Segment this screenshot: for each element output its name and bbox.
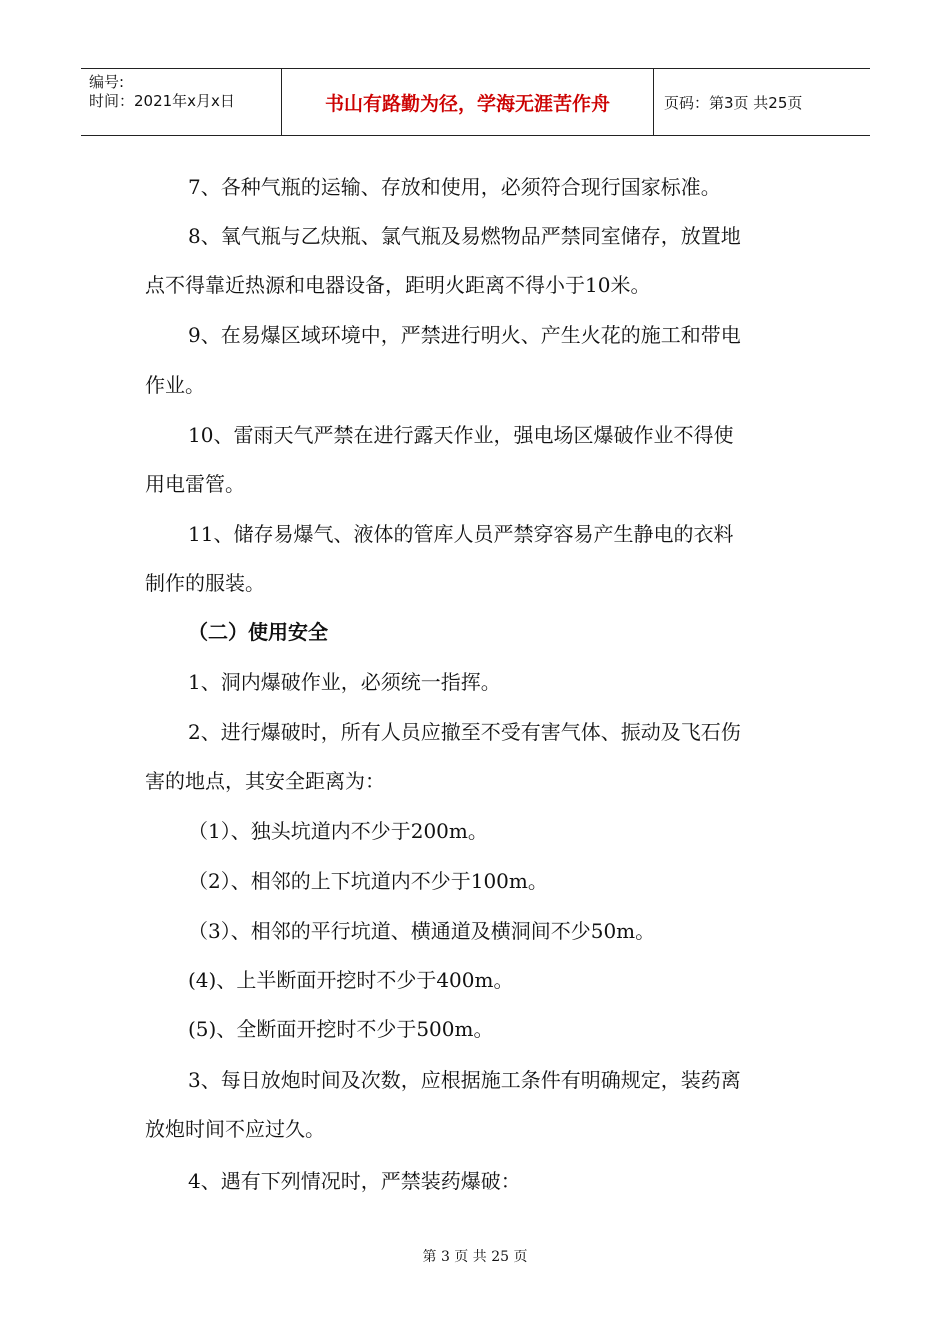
header-page-info: 页码：第3页 共25页 <box>664 93 803 112</box>
paragraph-line: 用电雷管。 <box>145 472 245 496</box>
paragraph-line: 11、储存易爆气、液体的管库人员严禁穿容易产生静电的衣料 <box>188 522 734 546</box>
paragraph-line: 作业。 <box>145 373 205 397</box>
paragraph-line: 9、在易爆区域环境中，严禁进行明火、产生火花的施工和带电 <box>188 323 741 347</box>
paragraph-line: 害的地点，其安全距离为： <box>145 769 385 793</box>
list-item: (5)、全断面开挖时不少于500m。 <box>188 1017 494 1041</box>
list-item: （2）、相邻的上下坑道内不少于100m。 <box>188 869 548 893</box>
paragraph: 1、洞内爆破作业，必须统一指挥。 <box>188 670 501 694</box>
page-footer: 第 3 页 共 25 页 <box>422 1249 528 1265</box>
paragraph-line: 点不得靠近热源和电器设备，距明火距离不得小于10米。 <box>145 273 651 297</box>
list-item: （1）、独头坑道内不少于200m。 <box>188 819 488 843</box>
paragraph-line: 3、每日放炮时间及次数，应根据施工条件有明确规定，装药离 <box>188 1068 741 1092</box>
document-time: 时间：2021年x月x日 <box>89 92 235 110</box>
paragraph: 7、各种气瓶的运输、存放和使用，必须符合现行国家标准。 <box>188 175 721 199</box>
list-item: (4)、上半断面开挖时不少于400m。 <box>188 968 514 992</box>
paragraph-line: 2、进行爆破时，所有人员应撤至不受有害气体、振动及飞石伤 <box>188 720 741 744</box>
page-header <box>81 68 870 136</box>
paragraph-line: 制作的服装。 <box>145 571 265 595</box>
header-meta <box>81 69 282 135</box>
paragraph-line: 10、雷雨天气严禁在进行露天作业，强电场区爆破作业不得使 <box>188 423 734 447</box>
document-number-label: 编号: <box>89 73 125 91</box>
list-item: （3）、相邻的平行坑道、横通道及横洞间不少50m。 <box>188 919 656 943</box>
paragraph-line: 放炮时间不应过久。 <box>145 1117 325 1141</box>
paragraph: 4、遇有下列情况时，严禁装药爆破： <box>188 1169 521 1193</box>
section-heading: （二）使用安全 <box>188 620 328 644</box>
paragraph-line: 8、氧气瓶与乙炔瓶、氯气瓶及易燃物品严禁同室储存，放置地 <box>188 224 741 248</box>
header-motto: 书山有路勤为径，学海无涯苦作舟 <box>282 69 654 135</box>
